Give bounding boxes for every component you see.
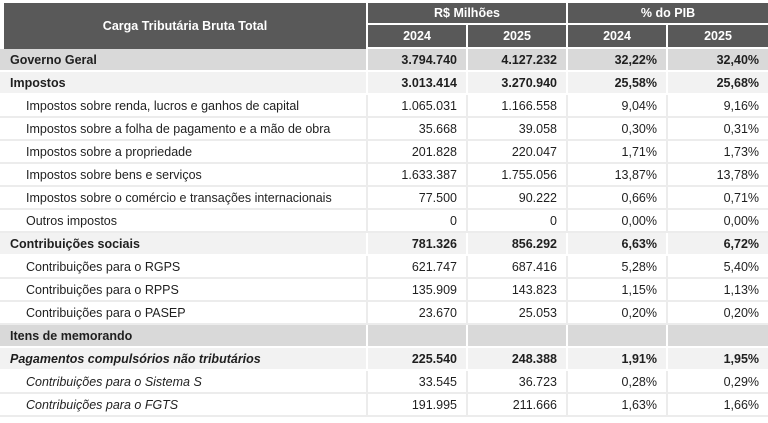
row-value: 0 [468, 210, 568, 233]
row-label: Contribuições para o FGTS [0, 394, 368, 417]
table-body [0, 49, 768, 417]
row-label: Governo Geral [0, 49, 368, 72]
table-row [0, 141, 768, 164]
row-value: 0,71% [668, 187, 768, 210]
table-row [0, 325, 768, 348]
row-value: 0,00% [568, 210, 668, 233]
row-label: Impostos sobre bens e serviços [0, 164, 368, 187]
row-value: 211.666 [468, 394, 568, 417]
row-value: 13,78% [668, 164, 768, 187]
row-value: 77.500 [368, 187, 468, 210]
row-value: 201.828 [368, 141, 468, 164]
table-row [0, 210, 768, 233]
row-value [668, 325, 768, 348]
row-value: 0,28% [568, 371, 668, 394]
table-row [0, 72, 768, 95]
row-value: 248.388 [468, 348, 568, 371]
row-value: 0,20% [568, 302, 668, 325]
row-value: 1.755.056 [468, 164, 568, 187]
table-row [0, 233, 768, 256]
row-value: 1,73% [668, 141, 768, 164]
row-value: 1.633.387 [368, 164, 468, 187]
row-value: 36.723 [468, 371, 568, 394]
row-value: 9,04% [568, 95, 668, 118]
row-value: 35.668 [368, 118, 468, 141]
group-header-rs-milhoes: R$ Milhões [368, 0, 568, 25]
row-label: Contribuições para o RGPS [0, 256, 368, 279]
year-header-rs-2025: 2025 [468, 25, 568, 49]
row-value: 3.013.414 [368, 72, 468, 95]
row-value [568, 325, 668, 348]
row-label: Impostos sobre a folha de pagamento e a mão de obra [0, 118, 368, 141]
row-value: 220.047 [468, 141, 568, 164]
row-value: 32,40% [668, 49, 768, 72]
row-value: 90.222 [468, 187, 568, 210]
row-value: 781.326 [368, 233, 468, 256]
row-label: Contribuições para o RPPS [0, 279, 368, 302]
table-row [0, 394, 768, 417]
row-value: 4.127.232 [468, 49, 568, 72]
row-value: 32,22% [568, 49, 668, 72]
row-value: 0,00% [668, 210, 768, 233]
row-value: 6,63% [568, 233, 668, 256]
row-value: 225.540 [368, 348, 468, 371]
row-value: 135.909 [368, 279, 468, 302]
table-row [0, 49, 768, 72]
group-header-pct-pib: % do PIB [568, 0, 768, 25]
row-value: 9,16% [668, 95, 768, 118]
row-value: 1,95% [668, 348, 768, 371]
row-value: 687.416 [468, 256, 568, 279]
row-value: 1,91% [568, 348, 668, 371]
row-value: 1,15% [568, 279, 668, 302]
table-row [0, 302, 768, 325]
row-value: 5,40% [668, 256, 768, 279]
row-label: Impostos sobre a propriedade [0, 141, 368, 164]
row-value [368, 325, 468, 348]
row-value: 39.058 [468, 118, 568, 141]
table-title: Carga Tributária Bruta Total [0, 0, 368, 49]
row-value: 25,58% [568, 72, 668, 95]
row-value: 0,31% [668, 118, 768, 141]
row-value: 1,71% [568, 141, 668, 164]
table-row [0, 256, 768, 279]
row-value: 0,20% [668, 302, 768, 325]
row-value: 0,30% [568, 118, 668, 141]
row-value: 0,29% [668, 371, 768, 394]
row-label: Impostos sobre renda, lucros e ganhos de capital [0, 95, 368, 118]
row-label: Impostos [0, 72, 368, 95]
row-label: Contribuições para o Sistema S [0, 371, 368, 394]
row-value: 25,68% [668, 72, 768, 95]
table-row [0, 348, 768, 371]
row-value: 1,63% [568, 394, 668, 417]
row-value: 23.670 [368, 302, 468, 325]
row-value [468, 325, 568, 348]
year-header-rs-2024: 2024 [368, 25, 468, 49]
row-label: Outros impostos [0, 210, 368, 233]
row-value: 1.166.558 [468, 95, 568, 118]
row-value: 25.053 [468, 302, 568, 325]
row-value: 33.545 [368, 371, 468, 394]
row-value: 6,72% [668, 233, 768, 256]
table-header [0, 0, 768, 49]
row-label: Contribuições sociais [0, 233, 368, 256]
table-row [0, 187, 768, 210]
row-value: 3.794.740 [368, 49, 468, 72]
row-label: Pagamentos compulsórios não tributários [0, 348, 368, 371]
row-value: 1,66% [668, 394, 768, 417]
row-value: 191.995 [368, 394, 468, 417]
row-label: Contribuições para o PASEP [0, 302, 368, 325]
row-value: 5,28% [568, 256, 668, 279]
year-header-pib-2025: 2025 [668, 25, 768, 49]
row-value: 1,13% [668, 279, 768, 302]
table-row [0, 95, 768, 118]
table-row [0, 371, 768, 394]
table-row [0, 118, 768, 141]
table-row [0, 164, 768, 187]
row-value: 856.292 [468, 233, 568, 256]
row-label: Impostos sobre o comércio e transações internacionais [0, 187, 368, 210]
table-row [0, 279, 768, 302]
row-value: 3.270.940 [468, 72, 568, 95]
row-value: 0 [368, 210, 468, 233]
row-value: 13,87% [568, 164, 668, 187]
row-value: 143.823 [468, 279, 568, 302]
row-value: 621.747 [368, 256, 468, 279]
row-value: 0,66% [568, 187, 668, 210]
row-value: 1.065.031 [368, 95, 468, 118]
year-header-pib-2024: 2024 [568, 25, 668, 49]
row-label: Itens de memorando [0, 325, 368, 348]
